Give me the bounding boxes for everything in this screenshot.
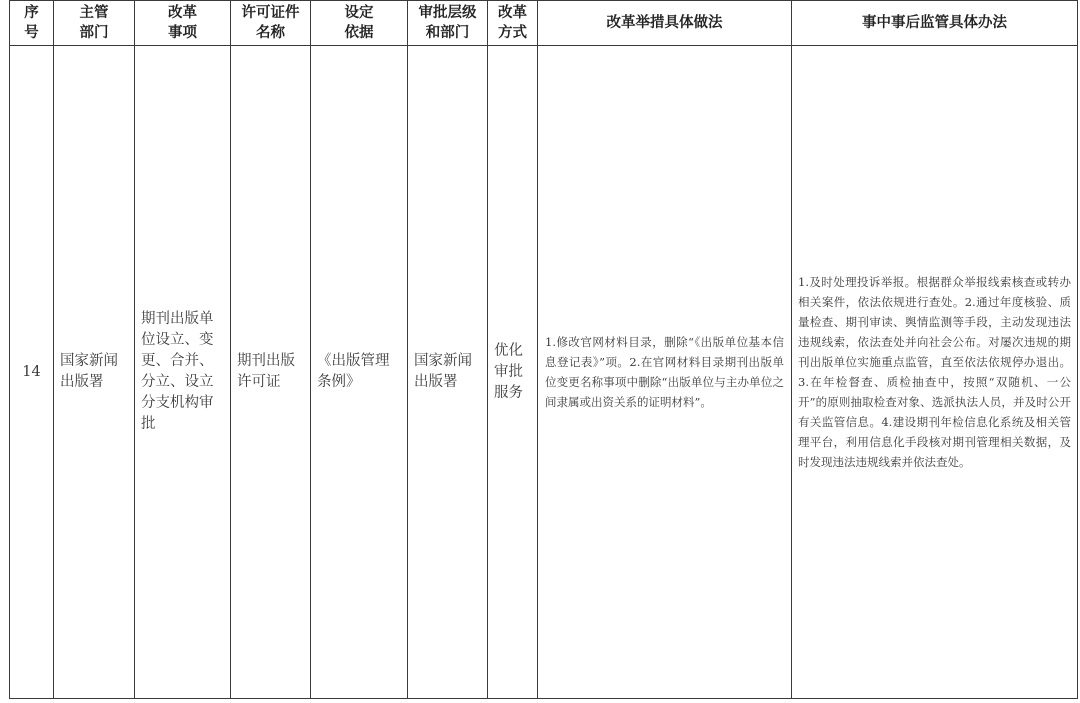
- cell-dept: 国家新闻出版署: [54, 46, 135, 699]
- cell-item: 期刊出版单位设立、变更、合并、分立、设立分支机构审批: [135, 46, 231, 699]
- cell-seq: 14: [10, 46, 54, 699]
- header-mode: 改革 方式: [488, 1, 538, 46]
- table-row: [10, 46, 1078, 699]
- header-level: 审批层级 和部门: [408, 1, 488, 46]
- header-measures: 改革举措具体做法: [538, 1, 792, 46]
- header-license: 许可证件 名称: [231, 1, 311, 46]
- header-seq: 序 号: [10, 1, 54, 46]
- header-basis: 设定 依据: [311, 1, 408, 46]
- header-dept: 主管 部门: [54, 1, 135, 46]
- header-supervision: 事中事后监管具体办法: [792, 1, 1078, 46]
- cell-license: 期刊出版许可证: [231, 46, 311, 699]
- cell-supervision: 1.及时处理投诉举报。根据群众举报线索核查或转办相关案件，依法依规进行查处。2.通过年度核验、质量检查、期刊审读、舆情监测等手段，主动发现违法违规线索，依法查处并向社会公布。对屡次违规的期刊出版单位实施重点监管，直至依法依规停办退出。3.在年检督查、质检抽查中，按照“双随机、一公开”的原则抽取检查对象、选派执法人员，并及时公开有关监管信息。4.建设期刊年检信息化系统及相关管理平台，利用信息化手段核对期刊管理相关数据，及时发现违法违规线索并依法查处。: [792, 46, 1078, 699]
- cell-measures: 1.修改官网材料目录，删除“《出版单位基本信息登记表》”项。2.在官网材料目录期刊出版单位变更名称事项中删除“出版单位与主办单位之间隶属或出资关系的证明材料”。: [538, 46, 792, 699]
- header-item: 改革 事项: [135, 1, 231, 46]
- cell-mode: 优化审批服务: [488, 46, 538, 699]
- cell-level: 国家新闻出版署: [408, 46, 488, 699]
- cell-basis: 《出版管理条例》: [311, 46, 408, 699]
- header-row: [10, 1, 1078, 46]
- reform-table: [9, 0, 1078, 699]
